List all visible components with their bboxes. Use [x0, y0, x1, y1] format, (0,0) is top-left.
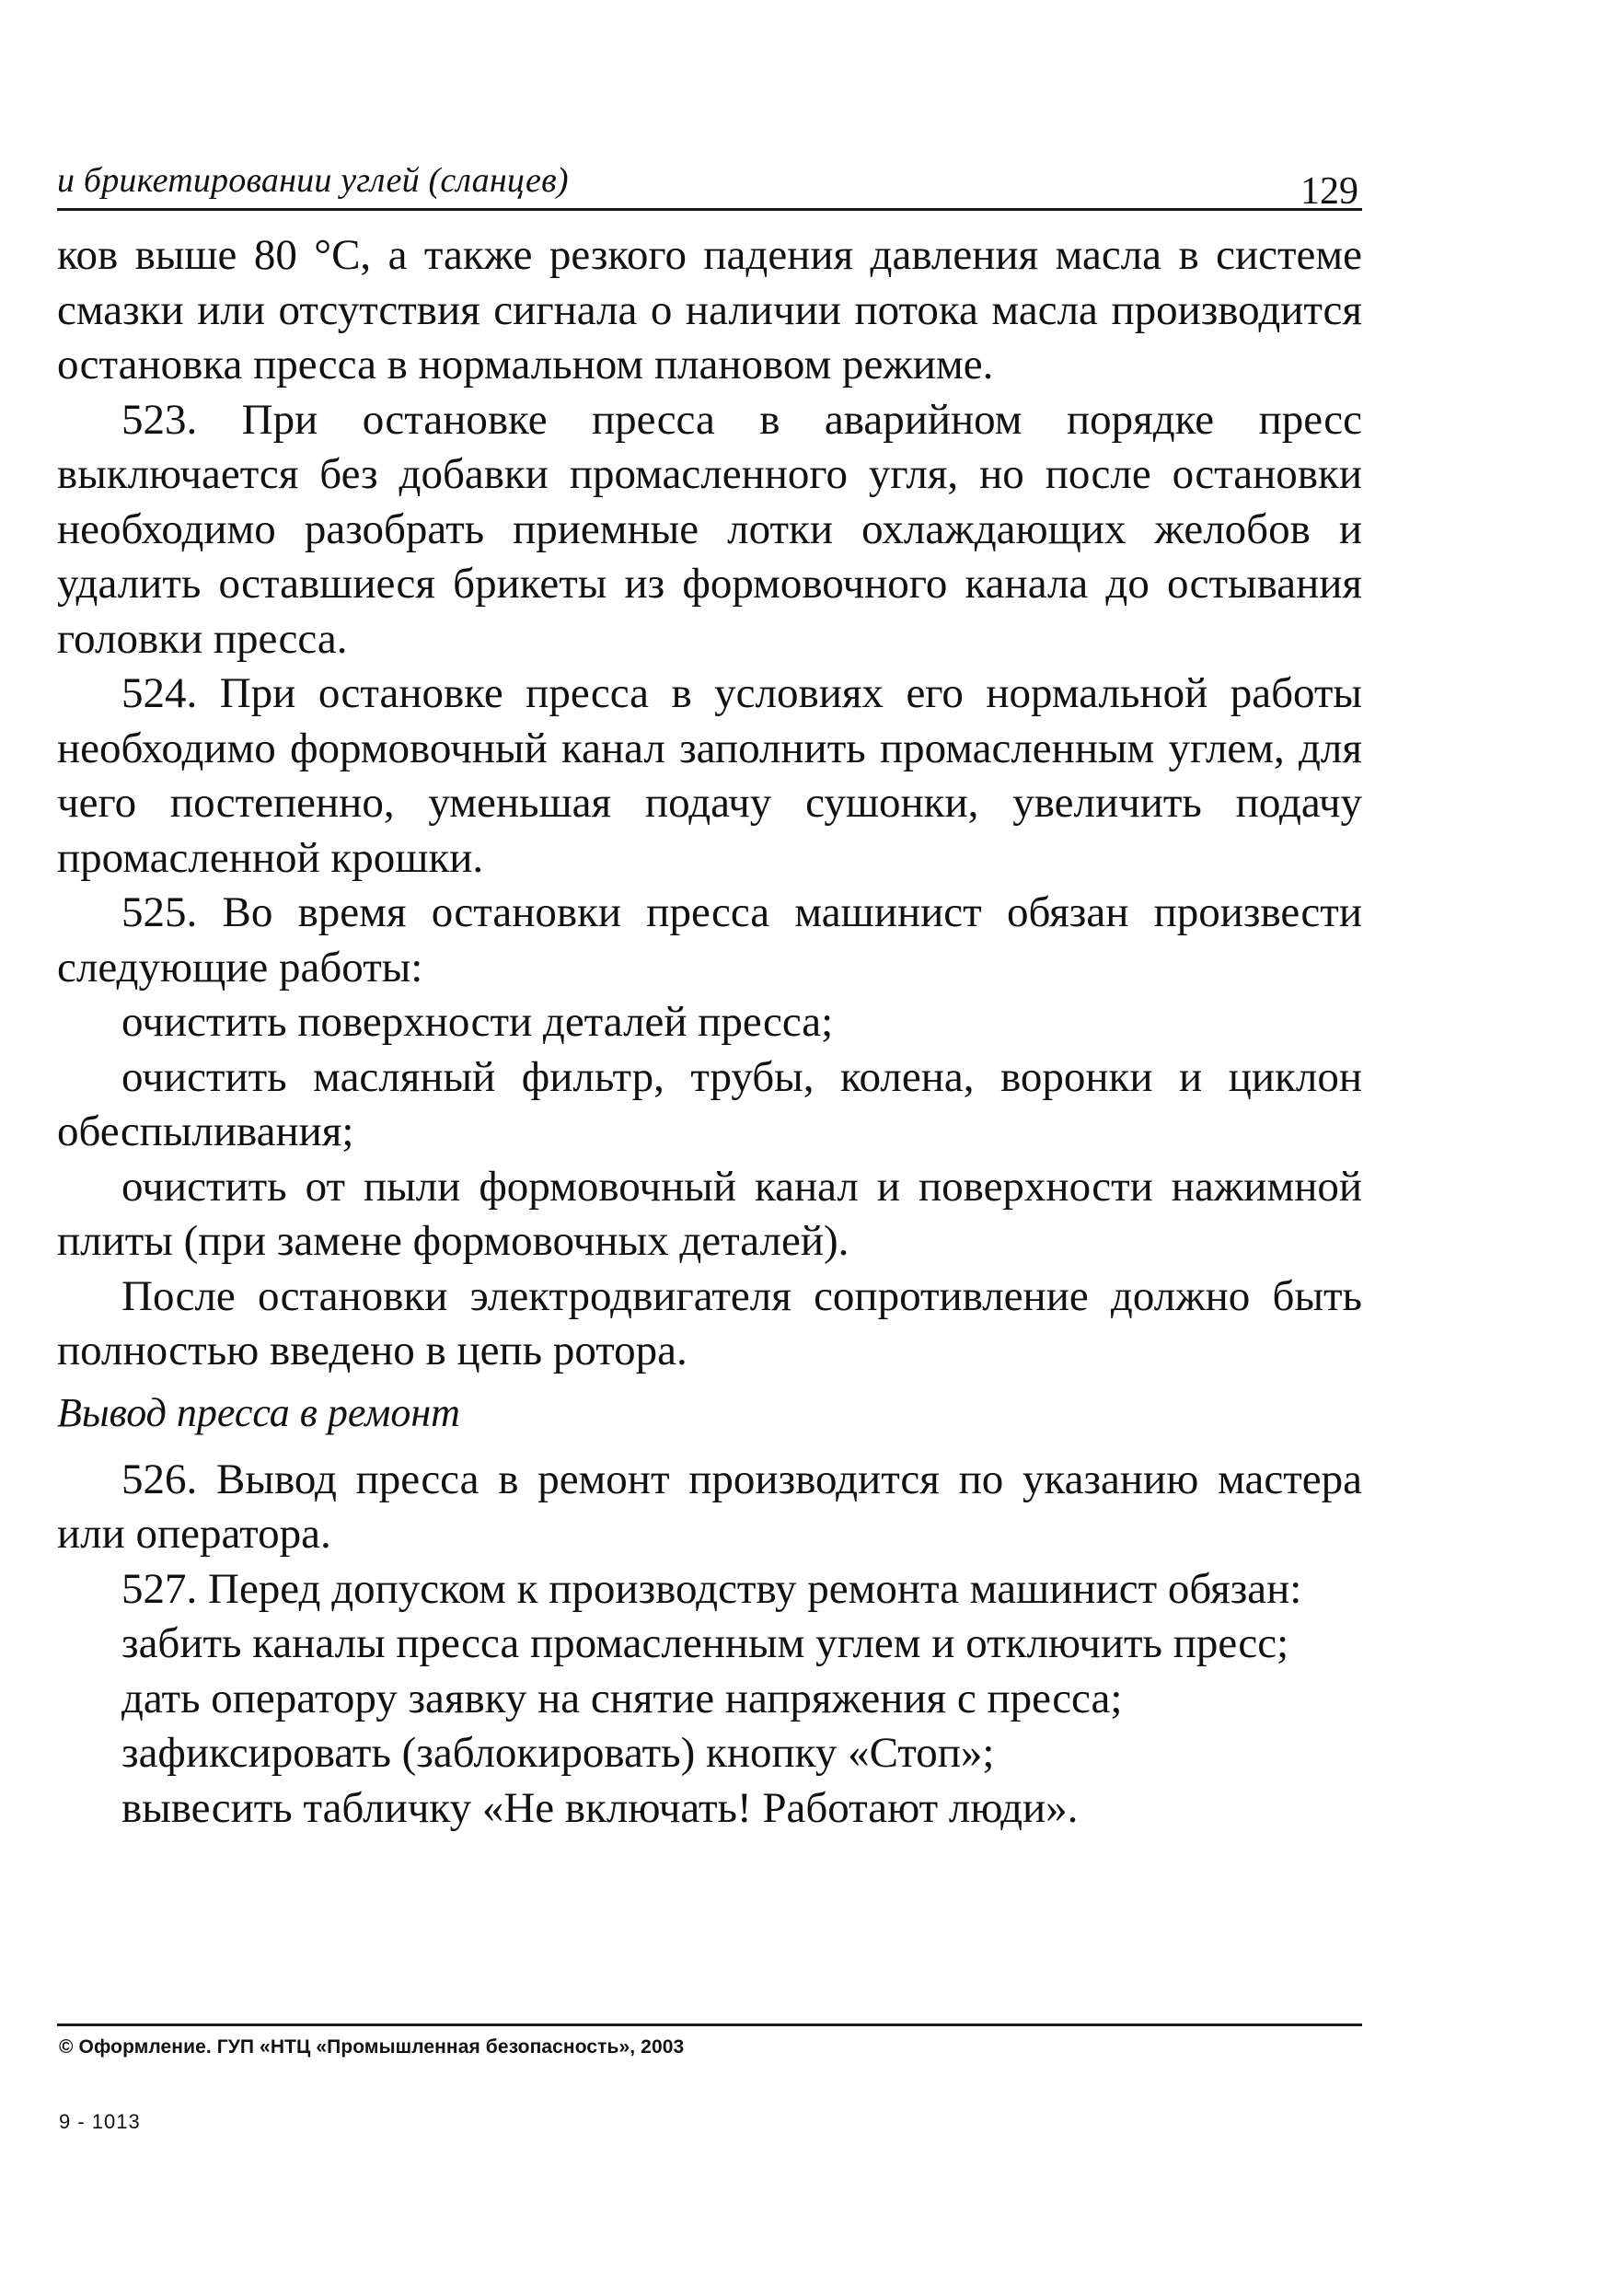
page-number: 129	[1300, 170, 1358, 213]
running-title: и брикетировании углей (сланцев)	[57, 161, 569, 200]
paragraph-527: 527. Перед допуском к производству ремонта машинист обязан:	[121, 1564, 1302, 1613]
list-item: забить каналы пресса промасленным углем и отключить пресс;	[121, 1619, 1289, 1667]
list-item: очистить поверхности деталей пресса;	[121, 998, 834, 1046]
paragraph-continuation: ков выше 80 °С, а также резкого падения давления масла в системе смазки или отсутствия сигнала о наличии потока масла производится остановка пресса в нормальном плановом режиме.	[57, 231, 1362, 388]
footer-divider	[57, 2023, 1362, 2026]
paragraph-526: 526. Вывод пресса в ремонт производится по указанию мастера или оператора.	[57, 1455, 1362, 1558]
list-item: вывесить табличку «Не включать! Работают люди».	[121, 1783, 1079, 1832]
section-heading: Вывод пресса в ремонт	[57, 1389, 460, 1435]
copyright-notice: © Оформление. ГУП «НТЦ «Промышленная безопасность», 2003	[59, 2036, 685, 2058]
running-header	[57, 155, 1362, 211]
list-item: очистить масляный фильтр, трубы, колена, воронки и циклон обеспыливания;	[57, 1052, 1362, 1155]
printer-signature: 9 - 1013	[59, 2110, 141, 2133]
list-item: дать оператору заявку на снятие напряжения с пресса;	[121, 1674, 1123, 1722]
list-item: зафиксировать (заблокировать) кнопку «Стоп»;	[121, 1729, 995, 1777]
list-item: очистить от пыли формовочный канал и поверхности нажимной плиты (при замене формовочных деталей).	[57, 1162, 1362, 1265]
paragraph-523: 523. При остановке пресса в аварийном порядке пресс выключается без добавки промасленного угля, но после остановки необходимо разобрать приемные лотки охлаждающих желобов и удалить оставшиеся брикеты из формовочного канала до остывания головки пресса.	[57, 395, 1362, 663]
paragraph-after-stop: После остановки электродвигателя сопротивление должно быть полностью введено в цепь ротора.	[57, 1271, 1362, 1374]
body-text	[57, 228, 1362, 1836]
paragraph-525: 525. Во время остановки пресса машинист обязан произвести следующие работы:	[57, 888, 1362, 991]
paragraph-524: 524. При остановке пресса в условиях его нормальной работы необходимо формовочный канал заполнить промасленным углем, для чего постепенно, уменьшая подачу сушонки, увеличить подачу промасленной крошки.	[57, 669, 1362, 882]
